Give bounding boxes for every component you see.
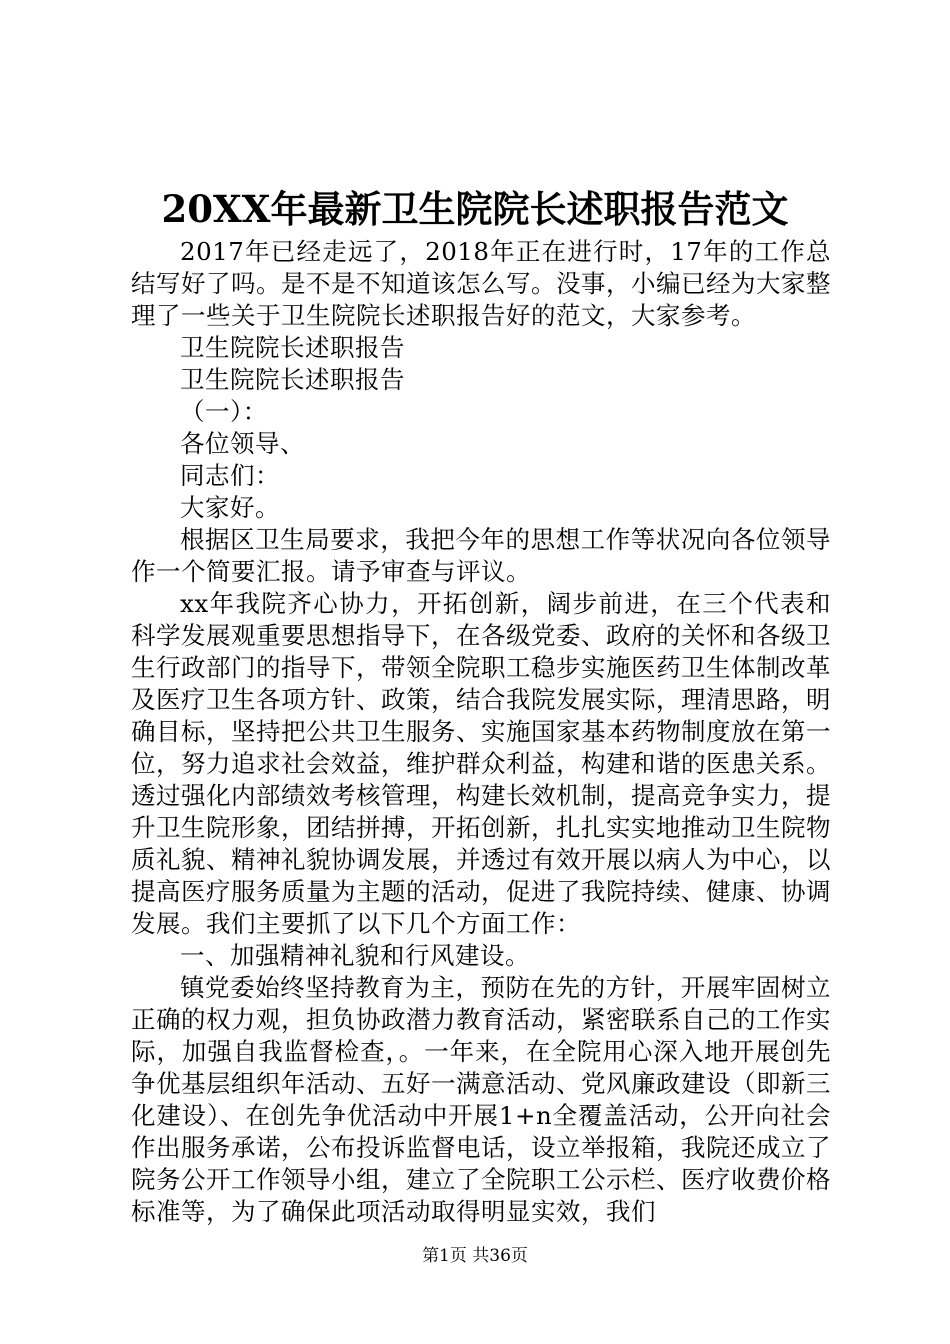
paragraph-section-one-heading: 一、加强精神礼貌和行风建设。 — [180, 941, 530, 970]
paragraph-section-one-body: 镇党委始终坚持教育为主，预防在先的方针，开展牢固树立正确的权力观，担负协政潜力教育活动，紧密联系自己的工作实际，加强自我监督检查，。一年来，在全院用心深入地开展创先争优基层组织年活动、五好一满意活动、党风廉政建设（即新三化建设）、在创先争优活动中开展1+n全覆盖活动，公开向社会作出服务承诺，公布投诉监督电话，设立举报箱，我院还成立了院务公开工作领导小组，建立了全院职工公示栏、医疗收费价格标准等，为了确保此项活动取得明显实效，我们 — [131, 973, 831, 1226]
paragraph-salutation-leaders: 各位领导、 — [180, 429, 305, 458]
paragraph-salutation-comrades: 同志们： — [180, 461, 280, 490]
paragraph-heading-repeat: 卫生院院长述职报告 — [180, 365, 405, 394]
paragraph-intro: 2017年已经走远了，2018年正在进行时，17年的工作总结写好了吗。是不是不知道该怎么写。没事，小编已经为大家整理了一些关于卫生院院长述职报告好的范文，大家参考。 — [131, 237, 831, 330]
paragraph-heading: 卫生院院长述职报告 — [180, 333, 405, 362]
paragraph-greeting: 大家好。 — [180, 493, 280, 522]
document-title: 20XX年最新卫生院院长述职报告范文 — [161, 187, 789, 231]
document-body — [131, 236, 831, 1228]
paragraph-annual-work: xx年我院齐心协力，开拓创新，阔步前进，在三个代表和科学发展观重要思想指导下，在各级党委、政府的关怀和各级卫生行政部门的指导下，带领全院职工稳步实施医药卫生体制改革及医疗卫生各项方针、政策，结合我院发展实际，理清思路，明确目标，坚持把公共卫生服务、实施国家基本药物制度放在第一位，努力追求社会效益，维护群众利益，构建和谐的医患关系。透过强化内部绩效考核管理，构建长效机制，提高竞争实力，提升卫生院形象，团结拼搏，开拓创新，扎扎实实地推动卫生院物质礼貌、精神礼貌协调发展，并透过有效开展以病人为中心，以提高医疗服务质量为主题的活动，促进了我院持续、健康、协调发展。我们主要抓了以下几个方面工作： — [131, 589, 831, 938]
page-number-footer: 第1页 共36页 — [422, 1246, 528, 1266]
paragraph-report-basis: 根据区卫生局要求，我把今年的思想工作等状况向各位领导作一个简要汇报。请予审查与评议。 — [131, 525, 831, 586]
paragraph-section-number: （一）： — [180, 397, 268, 426]
